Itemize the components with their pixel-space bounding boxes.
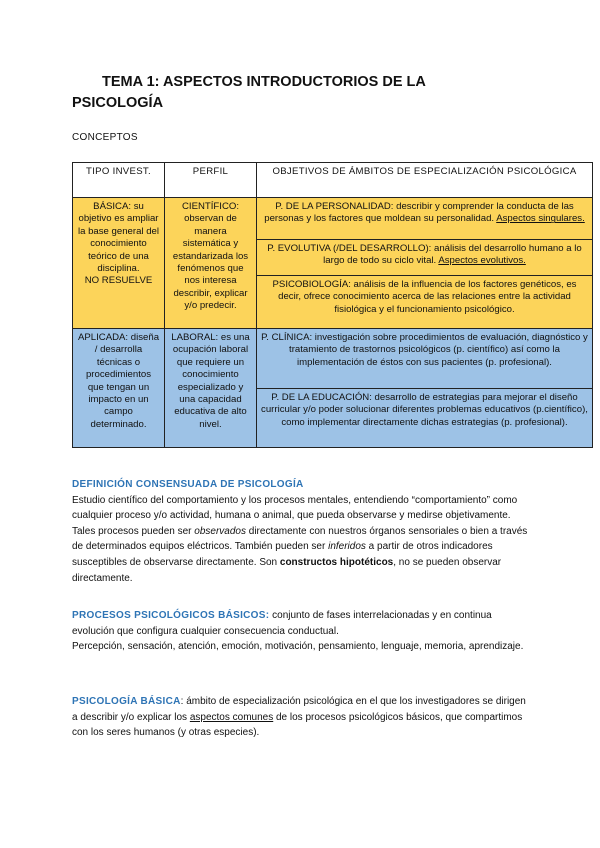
page-title: TEMA 1: ASPECTOS INTRODUCTORIOS DE LA PSICOLOGÍA [72, 74, 426, 111]
tipo-basica-text: BÁSICA: su objetivo es ampliar la base general del conocimiento teórico de una disciplina. [77, 201, 160, 275]
table-row [73, 329, 593, 389]
definicion-inferidos: inferidos [328, 541, 366, 553]
conceptos-label: CONCEPTOS [72, 132, 138, 143]
header-objetivos: OBJETIVOS DE ÁMBITOS DE ESPECIALIZACIÓN PSICOLÓGICA [257, 163, 593, 198]
psicologia-basica-text-2: de los procesos psicológicos básicos, que compartimos con los seres humanos (y otras especies). [72, 711, 523, 739]
cell-objetivo-evolutiva [257, 240, 593, 276]
definicion-constructos: constructos hipotéticos [279, 556, 394, 568]
table-header-row [73, 163, 593, 198]
definicion-text-3: a partir de otros indicadores susceptibles de observarse directamente. Son [72, 541, 493, 568]
cell-objetivo-personalidad [257, 198, 593, 240]
cell-perfil-laboral: LABORAL: es una ocupación laboral que requiere un conocimiento especializado y una capacidad educativa de alto nivel. [165, 329, 257, 448]
procesos-section [72, 608, 532, 655]
objetivo-underlined: Aspectos singulares. [496, 213, 585, 225]
cell-tipo-basica [73, 198, 165, 329]
objetivo-underlined: Aspectos evolutivos. [438, 255, 526, 267]
psicologia-basica-underlined: aspectos comunes [189, 711, 274, 723]
conceptos-table [72, 162, 593, 448]
header-tipo: TIPO INVEST. [73, 163, 165, 198]
definicion-observados: observados [194, 525, 246, 537]
procesos-body [72, 608, 532, 639]
definicion-heading: DEFINICIÓN CONSENSUADA DE PSICOLOGÍA [72, 479, 304, 490]
definicion-body [72, 493, 532, 587]
definicion-text-4: , no se pueden observar directamente. [72, 556, 502, 584]
cell-perfil-cientifico: CIENTÍFICO: observan de manera sistemática y estandarizada los fenómenos que nos interesa describir, explicar y/o predecir. [165, 198, 257, 329]
psicologia-basica-section [72, 694, 532, 741]
header-perfil: PERFIL [165, 163, 257, 198]
definicion-section [72, 477, 532, 586]
cell-objetivo-psicobiologia: PSICOBIOLOGÍA: análisis de la influencia de los factores genéticos, es decir, ofrece conocimiento acerca de las relaciones entre la actividad fisiológica y el funcionamiento psicológico. [257, 276, 593, 329]
procesos-text: conjunto de fases interrelacionadas y en continua evolución que configura cualquier consecuencia conductual. [72, 610, 492, 637]
procesos-heading: PROCESOS PSICOLÓGICOS BÁSICOS: [72, 610, 270, 621]
cell-objetivo-educacion: P. DE LA EDUCACIÓN: desarrollo de estrategias para mejorar el diseño curricular y/o poder solucionar diferentes problemas educativos (p.científico), como implementar directamente dichas estrategias (p. profesional). [257, 389, 593, 448]
cell-objetivo-clinica: P. CLÍNICA: investigación sobre procedimientos de evaluación, diagnóstico y tratamiento de trastornos psicológicos (p. científico) así como la implementación de éstos con sus pacientes (p. profesional). [257, 329, 593, 389]
procesos-list: Percepción, sensación, atención, emoción, motivación, pensamiento, lenguaje, memoria, aprendizaje. [72, 641, 524, 653]
tipo-basica-extra: NO RESUELVE [84, 275, 153, 287]
objetivo-text: P. EVOLUTIVA (/DEL DESARROLLO): análisis del desarrollo humano a lo largo de todo su ciclo vital. [267, 243, 582, 267]
psicologia-basica-heading: PSICOLOGÍA BÁSICA [72, 696, 181, 707]
table-row [73, 198, 593, 240]
psicologia-basica-text-1: : ámbito de especialización psicológica en el que los investigadores se dirigen a describir y/o explicar los [72, 696, 526, 723]
definicion-text-1: Estudio científico del comportamiento y los procesos mentales, entendiendo “comportamiento” como cualquier proceso y/o actividad, humana o animal, que pueda observarse y medirse objetivamente. Tales procesos pueden ser [72, 494, 518, 537]
cell-tipo-aplicada: APLICADA: diseña / desarrolla técnicas o procedimientos que tengan un impacto en un campo determinado. [73, 329, 165, 448]
definicion-text-2: directamente con nuestros órganos sensoriales o bien a través de determinados equipos eléctricos. También pueden ser [72, 525, 528, 553]
psicologia-basica-body [72, 694, 532, 741]
objetivo-text: P. DE LA PERSONALIDAD: describir y comprender la conducta de las personas y los factores que moldean su personalidad. [264, 201, 574, 225]
